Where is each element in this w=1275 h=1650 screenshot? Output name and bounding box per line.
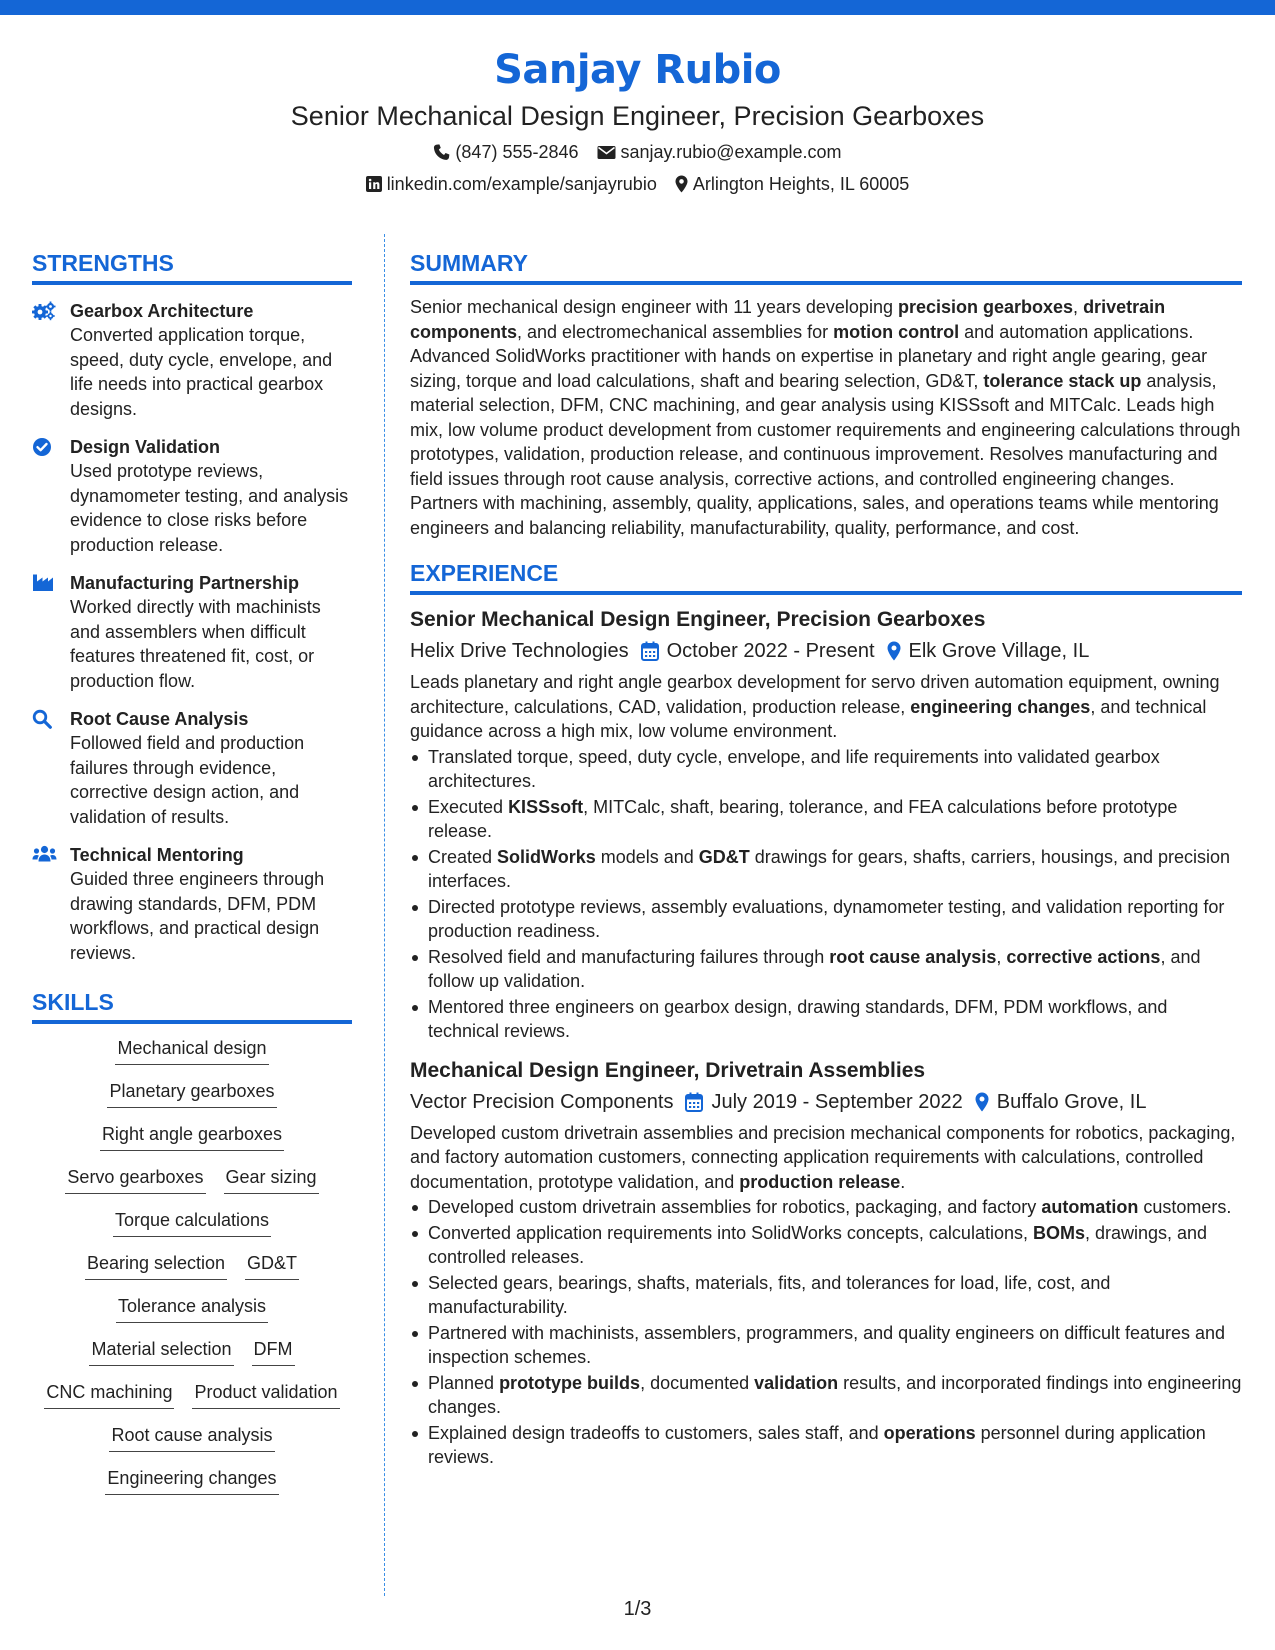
skill-tag: Engineering changes xyxy=(105,1466,278,1495)
job-meta xyxy=(410,1087,1242,1117)
skill-row xyxy=(32,1380,352,1409)
skill-row xyxy=(32,1337,352,1366)
skill-tag: Root cause analysis xyxy=(109,1423,274,1452)
calendar-icon xyxy=(641,641,659,661)
job-location: Elk Grove Village, IL xyxy=(908,640,1090,662)
bullet-item xyxy=(410,1221,1242,1270)
bold-text: BOMs xyxy=(1032,1222,1085,1243)
strength-title: Gearbox Architecture xyxy=(70,301,254,321)
bold-text: motion control xyxy=(833,321,960,342)
text-run: Explained design tradeoffs to customers, sales staff, and xyxy=(428,1422,884,1443)
text-run: Planned xyxy=(428,1372,500,1393)
bold-text: SolidWorks xyxy=(497,846,596,867)
strength-description: Followed field and production failures through evidence, corrective design action, and validation of results. xyxy=(70,733,305,827)
text-run: Resolved field and manufacturing failures through xyxy=(428,946,830,967)
bullet-item xyxy=(410,945,1242,994)
bullet-item xyxy=(410,1321,1242,1370)
text-run: drawings for gears, shafts, carriers, housings, and precision interfaces. xyxy=(428,846,1231,891)
column-divider xyxy=(384,234,385,1596)
bullet-item xyxy=(410,845,1242,894)
text-run: Created xyxy=(428,846,498,867)
text-run: , xyxy=(1073,297,1084,317)
users-icon xyxy=(32,843,70,965)
text-run: Partnered with machinists, assemblers, programmers, and quality engineers on difficult features and inspection schemes. xyxy=(428,1322,1226,1367)
left-column xyxy=(32,248,352,1509)
bullet-item xyxy=(410,1371,1242,1420)
phone-contact[interactable] xyxy=(433,141,578,163)
bullet-item xyxy=(410,1195,1242,1220)
text-run: personnel during application reviews. xyxy=(428,1422,1206,1467)
job-bullets xyxy=(410,1195,1242,1470)
strength-item xyxy=(32,299,352,421)
company-name: Helix Drive Technologies xyxy=(410,640,629,662)
phone-icon xyxy=(433,144,450,161)
text-run: . xyxy=(900,1171,906,1192)
map-pin-icon xyxy=(975,1092,989,1112)
bold-text: automation xyxy=(1041,1197,1139,1217)
job-entry xyxy=(410,1056,1242,1470)
linkedin-url: linkedin.com/example/sanjayrubio xyxy=(386,174,657,194)
bold-text: production release xyxy=(739,1171,901,1192)
right-column xyxy=(410,248,1242,1471)
skill-tag: Servo gearboxes xyxy=(65,1165,205,1194)
skill-row xyxy=(32,1294,352,1323)
summary-heading: SUMMARY xyxy=(410,248,1242,285)
candidate-name: Sanjay Rubio xyxy=(494,47,781,93)
text-run: and automation applications. Advanced SolidWorks practitioner with hands on expertise in planetary and right angle gearing, gear sizing, torque and load calculations, shaft and bearing selection, GD&T, xyxy=(410,321,1208,391)
job-location: Buffalo Grove, IL xyxy=(996,1090,1147,1113)
job-description xyxy=(410,1121,1242,1195)
gears-icon xyxy=(32,299,70,421)
strengths-heading: STRENGTHS xyxy=(32,248,352,285)
strength-item xyxy=(32,571,352,693)
strength-title: Root Cause Analysis xyxy=(70,709,249,729)
job-entry xyxy=(410,605,1242,1044)
search-icon xyxy=(32,707,70,829)
bold-text: engineering changes xyxy=(910,696,1091,717)
text-run: , documented xyxy=(640,1372,755,1393)
skill-tag: DFM xyxy=(252,1337,295,1366)
text-run: Senior mechanical design engineer with 11 years developing xyxy=(410,297,898,317)
top-accent-bar xyxy=(0,0,1275,15)
skill-tag: CNC machining xyxy=(44,1380,174,1409)
bullet-item xyxy=(410,895,1242,944)
bold-text: drivetrain components xyxy=(410,297,1166,342)
strength-description: Worked directly with machinists and assemblers when difficult features threatened fit, cost, or production flow. xyxy=(70,597,321,691)
bold-text: GD&T xyxy=(698,846,750,867)
text-run: , xyxy=(996,946,1007,967)
skills-heading: SKILLS xyxy=(32,987,352,1024)
bullet-item xyxy=(410,795,1242,844)
bullet-item xyxy=(410,1421,1242,1470)
bold-text: tolerance stack up xyxy=(983,370,1142,391)
experience-heading: EXPERIENCE xyxy=(410,558,1242,595)
skill-tag: GD&T xyxy=(245,1251,299,1280)
job-title: Mechanical Design Engineer, Drivetrain Assemblies xyxy=(410,1058,926,1082)
industry-icon xyxy=(32,571,70,693)
page-number: 1/3 xyxy=(623,1598,652,1620)
skill-tag: Right angle gearboxes xyxy=(100,1122,284,1151)
strength-title: Design Validation xyxy=(70,437,221,457)
text-run: Leads planetary and right angle gearbox development for servo driven automation equipment, owning architecture, calculations, CAD, validation, production release, xyxy=(410,672,1220,717)
skill-row xyxy=(32,1208,352,1237)
text-run: results, and incorporated findings into engineering changes. xyxy=(428,1372,1242,1417)
skill-row xyxy=(32,1036,352,1065)
skill-tag: Bearing selection xyxy=(85,1251,227,1280)
resume-header xyxy=(0,40,1275,195)
skill-tag: Gear sizing xyxy=(224,1165,319,1194)
contact-row-1 xyxy=(0,141,1275,163)
contact-row-2 xyxy=(0,173,1275,195)
skill-row xyxy=(32,1466,352,1495)
skill-row xyxy=(32,1079,352,1108)
text-run: Converted application requirements into SolidWorks concepts, calculations, xyxy=(428,1222,1033,1243)
text-run: Developed custom drivetrain assemblies and precision mechanical components for robotics, packaging, and factory automation customers, connecting application requirements with calculations, controlled documentation, prototype validation, and xyxy=(410,1122,1236,1192)
job-bullets xyxy=(410,745,1242,1044)
skill-row xyxy=(32,1423,352,1452)
strength-title: Manufacturing Partnership xyxy=(70,573,300,593)
bold-text: root cause analysis xyxy=(829,946,997,967)
map-pin-icon xyxy=(675,175,688,193)
summary-paragraph xyxy=(410,295,1242,540)
bold-text: corrective actions xyxy=(1006,946,1161,967)
linkedin-contact[interactable] xyxy=(366,173,657,195)
text-run: Directed prototype reviews, assembly evaluations, dynamometer testing, and validation reporting for production readiness. xyxy=(428,896,1225,941)
text-run: analysis, material selection, DFM, CNC machining, and gear analysis using KISSsoft and MITCalc. Leads high mix, low volume product development from customer requirements and engineering calculations through prototypes, validation, production release, and continuous improvement. Resolves manufacturing and field issues through root cause analysis, corrective actions, and controlled engineering changes. Partners with machining, assembly, quality, applications, sales, and operations teams while mentoring engineers and balancing reliability, manufacturability, quality, performance, and cost. xyxy=(410,370,1241,538)
email-address: sanjay.rubio@example.com xyxy=(620,142,842,162)
bold-text: operations xyxy=(883,1422,976,1443)
text-run: models and xyxy=(595,846,699,867)
strength-description: Guided three engineers through drawing standards, DFM, PDM workflows, and practical design reviews. xyxy=(70,869,325,963)
skill-tag: Torque calculations xyxy=(113,1208,271,1237)
skill-tag: Planetary gearboxes xyxy=(107,1079,276,1108)
bold-text: KISSsoft xyxy=(508,796,584,817)
company-name: Vector Precision Components xyxy=(410,1090,674,1113)
strength-item xyxy=(32,843,352,965)
job-meta xyxy=(410,636,1242,666)
location-text: Arlington Heights, IL 60005 xyxy=(692,174,910,194)
job-dates: October 2022 - Present xyxy=(666,640,875,662)
bullet-item xyxy=(410,745,1242,794)
bullet-item xyxy=(410,995,1242,1044)
text-run: Translated torque, speed, duty cycle, envelope, and life requirements into validated gearbox architectures. xyxy=(428,746,1160,791)
bullet-item xyxy=(410,1271,1242,1320)
map-pin-icon xyxy=(887,641,901,661)
text-run: , and technical guidance across a high mix, low volume environment. xyxy=(410,696,1207,741)
text-run: Developed custom drivetrain assemblies for robotics, packaging, and factory xyxy=(428,1197,1042,1217)
bold-text: prototype builds xyxy=(499,1372,641,1393)
text-run: , MITCalc, shaft, bearing, tolerance, and FEA calculations before prototype release. xyxy=(428,796,1178,841)
job-description xyxy=(410,670,1242,744)
linkedin-icon xyxy=(366,176,382,192)
skills-list xyxy=(32,1036,352,1495)
strength-item xyxy=(32,707,352,829)
text-run: , and electromechanical assemblies for xyxy=(517,321,834,342)
check-circle-icon xyxy=(32,435,70,557)
text-run: customers. xyxy=(1138,1197,1232,1217)
envelope-icon xyxy=(597,145,616,160)
text-run: , drawings, and controlled releases. xyxy=(428,1222,1208,1267)
candidate-title: Senior Mechanical Design Engineer, Precision Gearboxes xyxy=(290,101,985,131)
strength-title: Technical Mentoring xyxy=(70,845,244,865)
text-run: Mentored three engineers on gearbox design, drawing standards, DFM, PDM workflows, and technical reviews. xyxy=(428,996,1168,1041)
strength-description: Used prototype reviews, dynamometer testing, and analysis evidence to close risks before production release. xyxy=(70,461,349,555)
job-dates: July 2019 - September 2022 xyxy=(711,1090,963,1113)
text-run: , and follow up validation. xyxy=(428,946,1201,991)
skill-tag: Material selection xyxy=(89,1337,233,1366)
skill-row xyxy=(32,1251,352,1280)
strength-item xyxy=(32,435,352,557)
skill-row xyxy=(32,1165,352,1194)
location-contact xyxy=(675,173,909,195)
calendar-icon xyxy=(685,1092,703,1112)
skill-tag: Product validation xyxy=(192,1380,339,1409)
bold-text: validation xyxy=(754,1372,839,1393)
skill-row xyxy=(32,1122,352,1151)
strength-description: Converted application torque, speed, duty cycle, envelope, and life needs into practical gearbox designs. xyxy=(70,325,333,419)
skill-tag: Mechanical design xyxy=(115,1036,268,1065)
text-run: Selected gears, bearings, shafts, materials, fits, and tolerances for load, life, cost, and manufacturability. xyxy=(428,1272,1111,1317)
email-contact[interactable] xyxy=(597,141,842,163)
skill-tag: Tolerance analysis xyxy=(116,1294,268,1323)
text-run: Executed xyxy=(428,796,509,817)
job-title: Senior Mechanical Design Engineer, Precision Gearboxes xyxy=(410,608,986,631)
phone-number: (847) 555-2846 xyxy=(455,142,579,162)
bold-text: precision gearboxes xyxy=(897,297,1074,317)
